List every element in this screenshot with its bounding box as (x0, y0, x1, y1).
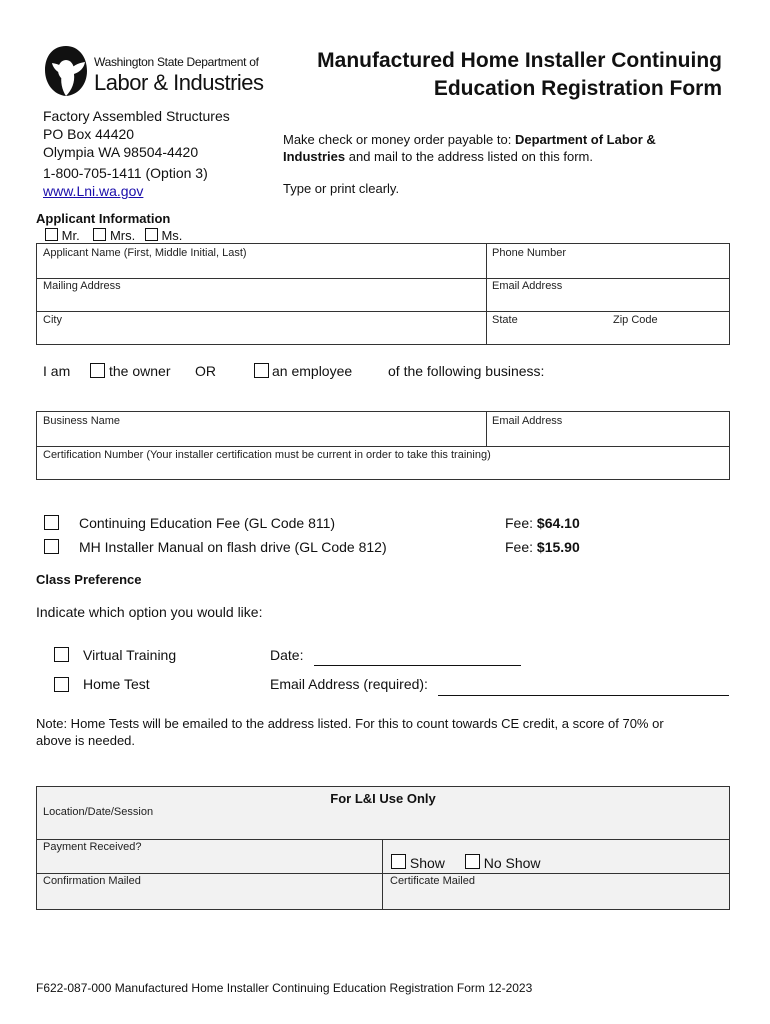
applicant-divider-v (486, 244, 487, 344)
ce-fee-label: Continuing Education Fee (GL Code 811) (79, 515, 336, 531)
ce-fee-prefix: Fee: (505, 515, 537, 531)
show-label: Show (409, 855, 445, 871)
type-print-note: Type or print clearly. (283, 181, 400, 196)
applicant-email-field[interactable]: Email Address (492, 280, 563, 292)
ce-fee-amount (505, 515, 580, 531)
applicant-divider-h2 (37, 311, 729, 312)
email-required-input-line[interactable] (438, 681, 729, 696)
ce-fee-checkbox[interactable] (44, 515, 59, 530)
website-link[interactable]: www.Lni.wa.gov (43, 183, 144, 199)
title-line2: Education Registration Form (433, 77, 722, 100)
business-table (36, 411, 730, 480)
manual-fee-label: MH Installer Manual on flash drive (GL Code 812) (79, 539, 387, 555)
or-label: OR (195, 363, 216, 379)
manual-fee-checkbox[interactable] (44, 539, 59, 554)
address-line3: Olympia WA 98504-4420 (43, 144, 199, 160)
payable-bold2: Industries (283, 149, 346, 164)
home-test-label: Home Test (83, 676, 150, 692)
note-line1: Note: Home Tests will be emailed to the address listed. For this to count towards CE credit, a score of 70% or (36, 716, 664, 731)
mrs-checkbox[interactable] (93, 228, 106, 241)
i-am-label: I am (43, 363, 71, 379)
payment-received-label: Payment Received? (43, 841, 142, 853)
ce-fee-value: $64.10 (536, 515, 580, 531)
manual-fee-amount (505, 539, 580, 555)
virtual-training-label: Virtual Training (83, 647, 177, 663)
manual-fee-value: $15.90 (536, 539, 580, 555)
agency-address (43, 107, 230, 200)
no-show-label: No Show (483, 855, 541, 871)
confirmation-mailed-label: Confirmation Mailed (43, 875, 141, 887)
logo-line1: Washington State Department of (94, 55, 259, 69)
email-required-label: Email Address (required): (270, 676, 428, 692)
form-footer-id: F622-087-000 Manufactured Home Installer Continuing Education Registration Form 12-2023 (36, 981, 533, 995)
lni-logo (38, 44, 263, 100)
home-test-note (36, 715, 736, 749)
business-email-field[interactable]: Email Address (492, 415, 563, 427)
employee-checkbox[interactable] (254, 363, 269, 378)
phone-number-field[interactable]: Phone Number (492, 247, 566, 259)
title-line1: Manufactured Home Installer Continuing (317, 49, 722, 72)
ms-checkbox[interactable] (145, 228, 158, 241)
office-divider-v (382, 839, 383, 909)
city-field[interactable]: City (43, 314, 62, 326)
date-input-line[interactable] (314, 650, 521, 666)
show-options (391, 854, 541, 871)
business-divider-h (37, 446, 729, 447)
ms-label: Ms. (161, 228, 183, 243)
show-checkbox[interactable] (391, 854, 406, 869)
certificate-mailed-label: Certificate Mailed (390, 875, 475, 887)
mr-checkbox[interactable] (45, 228, 58, 241)
no-show-checkbox[interactable] (465, 854, 480, 869)
office-use-heading: For L&I Use Only (330, 791, 436, 806)
date-label: Date: (270, 647, 304, 663)
applicant-name-field[interactable]: Applicant Name (First, Middle Initial, Last) (43, 247, 247, 259)
employee-label: an employee (272, 363, 353, 379)
office-divider-h1 (37, 839, 729, 840)
lni-logo-mark-icon (41, 44, 91, 98)
form-title (317, 47, 722, 103)
salutation-options (45, 228, 182, 243)
zip-code-field[interactable]: Zip Code (613, 314, 658, 326)
state-field[interactable]: State (492, 314, 518, 326)
owner-label: the owner (109, 363, 171, 379)
logo-line2: Labor & Industries (94, 70, 264, 95)
address-line1: Factory Assembled Structures (43, 108, 230, 124)
payment-instructions (283, 131, 713, 165)
office-divider-h2 (37, 873, 729, 874)
address-line2: PO Box 44420 (43, 126, 135, 142)
manual-fee-prefix: Fee: (505, 539, 537, 555)
class-preference-heading: Class Preference (36, 572, 142, 587)
following-business-label: of the following business: (388, 363, 545, 379)
indicate-option-text: Indicate which option you would like: (36, 604, 263, 620)
note-line2: above is needed. (36, 733, 136, 748)
home-test-checkbox[interactable] (54, 677, 69, 692)
payable-prefix: Make check or money order payable to: (283, 132, 515, 147)
address-phone: 1-800-705-1411 (Option 3) (43, 165, 208, 181)
location-date-session: Location/Date/Session (43, 806, 154, 818)
applicant-divider-h1 (37, 278, 729, 279)
mailing-address-field[interactable]: Mailing Address (43, 280, 121, 292)
business-divider-v (486, 412, 487, 446)
mrs-label: Mrs. (109, 228, 136, 243)
office-use-table (36, 786, 730, 910)
mr-label: Mr. (61, 228, 80, 243)
applicant-table (36, 243, 730, 345)
certification-number-field[interactable]: Certification Number (Your installer certification must be current in order to take this training) (43, 449, 491, 461)
payable-bold1: Department of Labor & (514, 132, 656, 147)
applicant-heading: Applicant Information (36, 211, 171, 226)
owner-checkbox[interactable] (90, 363, 105, 378)
virtual-training-checkbox[interactable] (54, 647, 69, 662)
payable-suffix: and mail to the address listed on this form. (345, 149, 593, 164)
business-name-field[interactable]: Business Name (43, 415, 121, 427)
